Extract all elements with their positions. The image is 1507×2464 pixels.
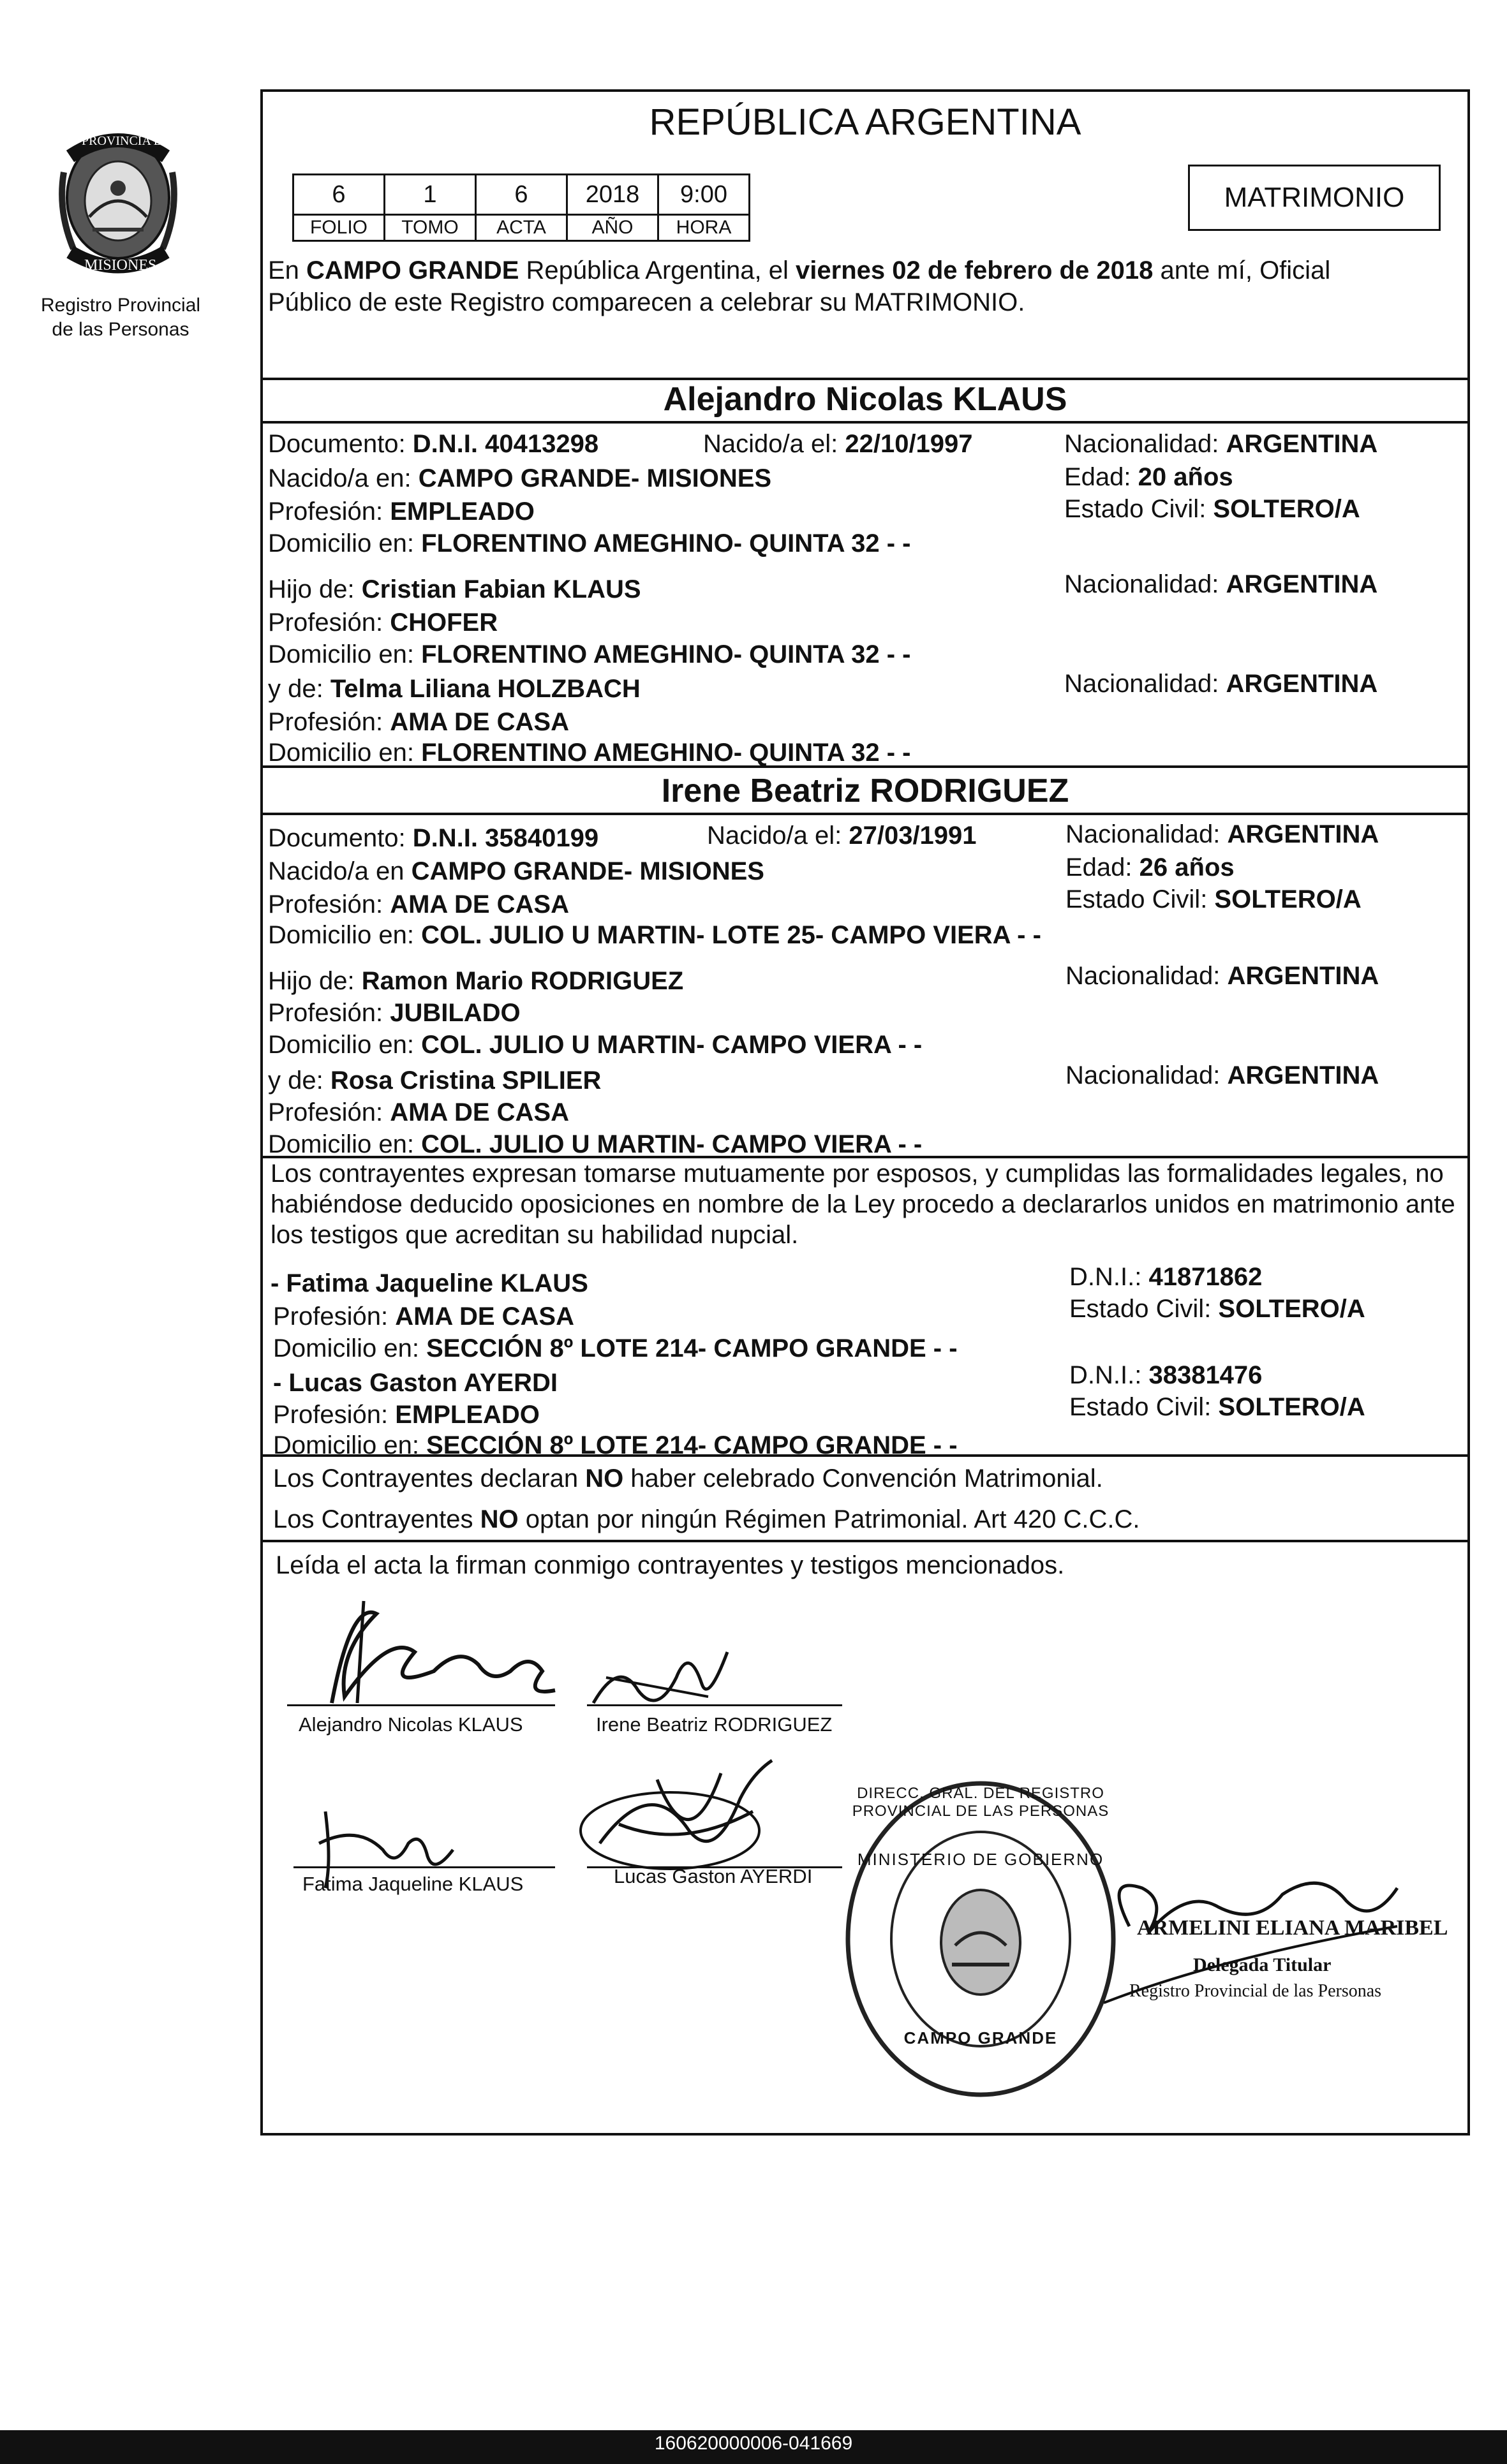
witness2-name: - Lucas Gaston AYERDI	[273, 1369, 558, 1397]
value: CAMPO GRANDE- MISIONES	[418, 464, 772, 492]
label: Nacionalidad:	[1065, 962, 1228, 990]
bride-doc	[268, 824, 598, 853]
intro-text-c: ante mí, Oficial	[1153, 256, 1331, 284]
bride-mother-profession	[268, 1098, 569, 1127]
groom-signature-icon	[300, 1575, 593, 1722]
groom-domicile	[268, 529, 910, 558]
seal-bottom-text: CAMPO GRANDE	[903, 2028, 1058, 2047]
anio-value: 2018	[567, 175, 658, 215]
groom-name: Alejandro Nicolas KLAUS	[663, 381, 1067, 418]
groom-age	[1064, 463, 1233, 492]
text: Los Contrayentes	[273, 1505, 480, 1533]
tomo-value: 1	[385, 175, 476, 215]
value: Ramon Mario RODRIGUEZ	[361, 967, 684, 995]
bride-domicile	[268, 921, 1041, 950]
value: COL. JULIO U MARTIN- CAMPO VIERA - -	[421, 1130, 923, 1158]
official-seal	[843, 1780, 1118, 2099]
declaration-line2: habiéndose deducido oposiciones en nombre de la Ley procedo a declararlos unidos en matrimonio ante	[271, 1190, 1455, 1218]
label: Edad:	[1065, 853, 1140, 882]
value: D.N.I. 35840199	[412, 824, 599, 852]
value: CAMPO GRANDE- MISIONES	[411, 857, 764, 885]
bride-mother-domicile	[268, 1130, 922, 1159]
groom-father-domicile	[268, 640, 910, 669]
intro-place: CAMPO GRANDE	[306, 256, 519, 284]
groom-signature-label: Alejandro Nicolas KLAUS	[299, 1713, 523, 1736]
witness1-name: - Fatima Jaqueline KLAUS	[271, 1269, 588, 1297]
groom-father-nationality	[1064, 570, 1377, 599]
bride-father-profession	[268, 999, 521, 1028]
closing-text: Leída el acta la firman conmigo contrayentes y testigos mencionados.	[276, 1551, 1065, 1579]
bride-mother-nationality	[1065, 1061, 1379, 1090]
registry-name-line1: Registro Provincial	[40, 295, 201, 316]
declaration-line1: Los contrayentes expresan tomarse mutuamente por esposos, y cumplidas las formalidades legales, no	[271, 1160, 1444, 1188]
label: Domicilio en:	[268, 739, 422, 767]
label: Nacido/a en	[268, 857, 412, 885]
label: Estado Civil:	[1069, 1393, 1219, 1421]
logo-top-text: PROVINCIA DE	[82, 134, 171, 148]
witness1-domicile	[273, 1334, 958, 1363]
emphasis: NO	[480, 1505, 519, 1533]
divider-groom-name	[260, 421, 1470, 424]
official-role: Delegada Titular	[1193, 1954, 1332, 1975]
value: ARGENTINA	[1227, 962, 1379, 990]
folio-label: FOLIO	[293, 215, 385, 241]
bride-signature-line	[587, 1704, 842, 1706]
groom-mother-profession	[268, 708, 569, 737]
tomo-label: TOMO	[385, 215, 476, 241]
value: SOLTERO/A	[1213, 495, 1360, 523]
label: Domicilio en:	[268, 1130, 422, 1158]
label: Hijo de:	[268, 575, 362, 603]
witness2-civil-status	[1069, 1393, 1365, 1422]
groom-father-profession	[268, 609, 498, 637]
intro-line2: Público de este Registro comparecen a celebrar su MATRIMONIO.	[268, 288, 1025, 316]
value: 22/10/1997	[845, 430, 973, 458]
label: Profesión:	[273, 1302, 396, 1331]
bride-father-domicile	[268, 1031, 922, 1059]
divider-closing	[260, 1540, 1470, 1542]
official-name: ARMELINI ELIANA MARIBEL	[1137, 1916, 1448, 1940]
label: Profesión:	[268, 708, 390, 736]
bride-profession	[268, 890, 569, 919]
value: ARGENTINA	[1227, 820, 1379, 848]
witness1-signature-line	[293, 1866, 555, 1868]
page-title: REPÚBLICA ARGENTINA	[649, 101, 1081, 143]
label: Estado Civil:	[1069, 1295, 1219, 1323]
footer-code: 160620000006-041669	[654, 2433, 853, 2454]
value: JUBILADO	[390, 999, 521, 1027]
label: Estado Civil:	[1065, 885, 1215, 913]
value: 41871862	[1148, 1263, 1263, 1291]
value: AMA DE CASA	[395, 1302, 574, 1331]
label: Nacionalidad:	[1064, 670, 1226, 698]
label: Nacionalidad:	[1065, 1061, 1228, 1089]
label: Domicilio en:	[273, 1334, 427, 1362]
bride-name: Irene Beatriz RODRIGUEZ	[661, 772, 1069, 809]
official-office: Registro Provincial de las Personas	[1129, 1981, 1382, 2001]
label: Profesión:	[268, 999, 390, 1027]
seal-icon	[843, 1780, 1118, 2099]
label: Profesión:	[268, 609, 390, 637]
value: ARGENTINA	[1226, 430, 1378, 458]
acta-value: 6	[476, 175, 567, 215]
text: optan por ningún Régimen Patrimonial. Art 420 C.C.C.	[518, 1505, 1140, 1533]
groom-father	[268, 575, 641, 604]
label: Hijo de:	[268, 967, 362, 995]
hora-label: HORA	[658, 215, 750, 241]
value: CHOFER	[390, 609, 498, 637]
value: Cristian Fabian KLAUS	[361, 575, 641, 603]
emphasis: NO	[585, 1464, 624, 1493]
label: Nacionalidad:	[1064, 430, 1226, 458]
value: SOLTERO/A	[1214, 885, 1362, 913]
value: FLORENTINO AMEGHINO- QUINTA 32 - -	[421, 739, 911, 767]
label: D.N.I.:	[1069, 1361, 1149, 1389]
seal-text: DIRECC. GRAL. DEL REGISTRO PROVINCIAL DE LAS PERSONAS	[852, 1785, 1110, 1820]
value: 26 años	[1139, 853, 1235, 882]
label: Domicilio en:	[268, 921, 422, 949]
bride-signature-label: Irene Beatriz RODRIGUEZ	[596, 1713, 833, 1736]
witness1-civil-status	[1069, 1295, 1365, 1324]
text: haber celebrado Convención Matrimonial.	[623, 1464, 1103, 1493]
groom-profession	[268, 498, 535, 526]
declaration-line3: los testigos que acreditan su habilidad nupcial.	[271, 1221, 799, 1249]
label: Domicilio en:	[273, 1431, 427, 1459]
value: SECCIÓN 8º LOTE 214- CAMPO GRANDE - -	[426, 1431, 958, 1459]
witness2-signature-label: Lucas Gaston AYERDI	[614, 1865, 813, 1887]
witness1-profession	[273, 1302, 574, 1331]
label: y de:	[268, 1066, 330, 1095]
intro-line1	[268, 256, 1330, 285]
label: D.N.I.:	[1069, 1263, 1149, 1291]
value: ARGENTINA	[1227, 1061, 1379, 1089]
folio-value: 6	[293, 175, 385, 215]
label: Nacido/a el:	[703, 430, 845, 458]
act-type-box: MATRIMONIO	[1188, 165, 1441, 231]
registration-table	[292, 173, 750, 242]
label: Profesión:	[268, 1098, 390, 1126]
bride-civil-status	[1065, 885, 1362, 914]
label: Nacido/a en:	[268, 464, 419, 492]
label: Domicilio en:	[268, 640, 422, 668]
bride-mother	[268, 1066, 601, 1095]
anio-label: AÑO	[567, 215, 658, 241]
label: Domicilio en:	[268, 1031, 422, 1059]
value: AMA DE CASA	[390, 890, 569, 918]
convention-line1	[273, 1464, 1103, 1493]
label: Nacionalidad:	[1064, 570, 1226, 598]
convention-line2	[273, 1505, 1140, 1534]
value: SOLTERO/A	[1218, 1393, 1365, 1421]
value: AMA DE CASA	[390, 1098, 569, 1126]
value: 38381476	[1148, 1361, 1263, 1389]
value: FLORENTINO AMEGHINO- QUINTA 32 - -	[421, 640, 911, 668]
value: COL. JULIO U MARTIN- CAMPO VIERA - -	[421, 1031, 923, 1059]
bride-born-in	[268, 857, 764, 886]
bride-father-nationality	[1065, 962, 1379, 991]
label: Domicilio en:	[268, 529, 422, 557]
value: Telma Liliana HOLZBACH	[330, 675, 641, 703]
label: Documento:	[268, 824, 413, 852]
groom-mother-domicile	[268, 739, 910, 767]
value: Rosa Cristina SPILIER	[330, 1066, 602, 1095]
seal-inner-text: MINISTERIO DE GOBIERNO	[857, 1850, 1104, 1869]
intro-text-b: República Argentina, el	[519, 256, 796, 284]
bride-signature-icon	[581, 1633, 746, 1722]
label: y de:	[268, 675, 330, 703]
value: SECCIÓN 8º LOTE 214- CAMPO GRANDE - -	[426, 1334, 958, 1362]
value: COL. JULIO U MARTIN- LOTE 25- CAMPO VIERA - -	[421, 921, 1041, 949]
bride-nationality	[1065, 820, 1379, 849]
groom-signature-line	[287, 1704, 555, 1706]
intro-date: viernes 02 de febrero de 2018	[796, 256, 1154, 284]
bride-father	[268, 967, 683, 996]
groom-born-on	[703, 430, 973, 459]
label: Nacido/a el:	[707, 822, 849, 850]
groom-doc	[268, 430, 598, 459]
divider-bride-name	[260, 813, 1470, 815]
groom-mother-nationality	[1064, 670, 1377, 698]
label: Profesión:	[268, 890, 390, 918]
value: EMPLEADO	[390, 498, 535, 526]
value: SOLTERO/A	[1218, 1295, 1365, 1323]
witness2-domicile	[273, 1431, 958, 1460]
label: Edad:	[1064, 463, 1138, 491]
witness1-dni	[1069, 1263, 1262, 1292]
label: Documento:	[268, 430, 413, 458]
label: Estado Civil:	[1064, 495, 1214, 523]
text: Los Contrayentes declaran	[273, 1464, 586, 1493]
groom-mother	[268, 675, 641, 704]
value: EMPLEADO	[395, 1401, 540, 1429]
value: ARGENTINA	[1226, 670, 1378, 698]
label: Profesión:	[273, 1401, 396, 1429]
witness2-dni	[1069, 1361, 1262, 1390]
acta-label: ACTA	[476, 215, 567, 241]
bride-age	[1065, 853, 1235, 882]
label: Profesión:	[268, 498, 390, 526]
intro-text-a: En	[268, 256, 307, 284]
groom-nationality	[1064, 430, 1377, 459]
groom-civil-status	[1064, 495, 1360, 524]
value: ARGENTINA	[1226, 570, 1378, 598]
logo-bottom-text: MISIONES	[84, 257, 157, 274]
hora-value: 9:00	[658, 175, 750, 215]
registry-logo	[45, 121, 191, 287]
witness1-signature-label: Fatima Jaqueline KLAUS	[302, 1873, 524, 1895]
registry-name-line2: de las Personas	[52, 319, 189, 340]
groom-born-in	[268, 464, 771, 493]
value: AMA DE CASA	[390, 708, 569, 736]
witness2-profession	[273, 1401, 540, 1429]
value: 27/03/1991	[849, 822, 977, 850]
bride-born-on	[707, 822, 977, 850]
value: D.N.I. 40413298	[412, 430, 599, 458]
label: Nacionalidad:	[1065, 820, 1228, 848]
value: FLORENTINO AMEGHINO- QUINTA 32 - -	[421, 529, 911, 557]
value: 20 años	[1138, 463, 1233, 491]
